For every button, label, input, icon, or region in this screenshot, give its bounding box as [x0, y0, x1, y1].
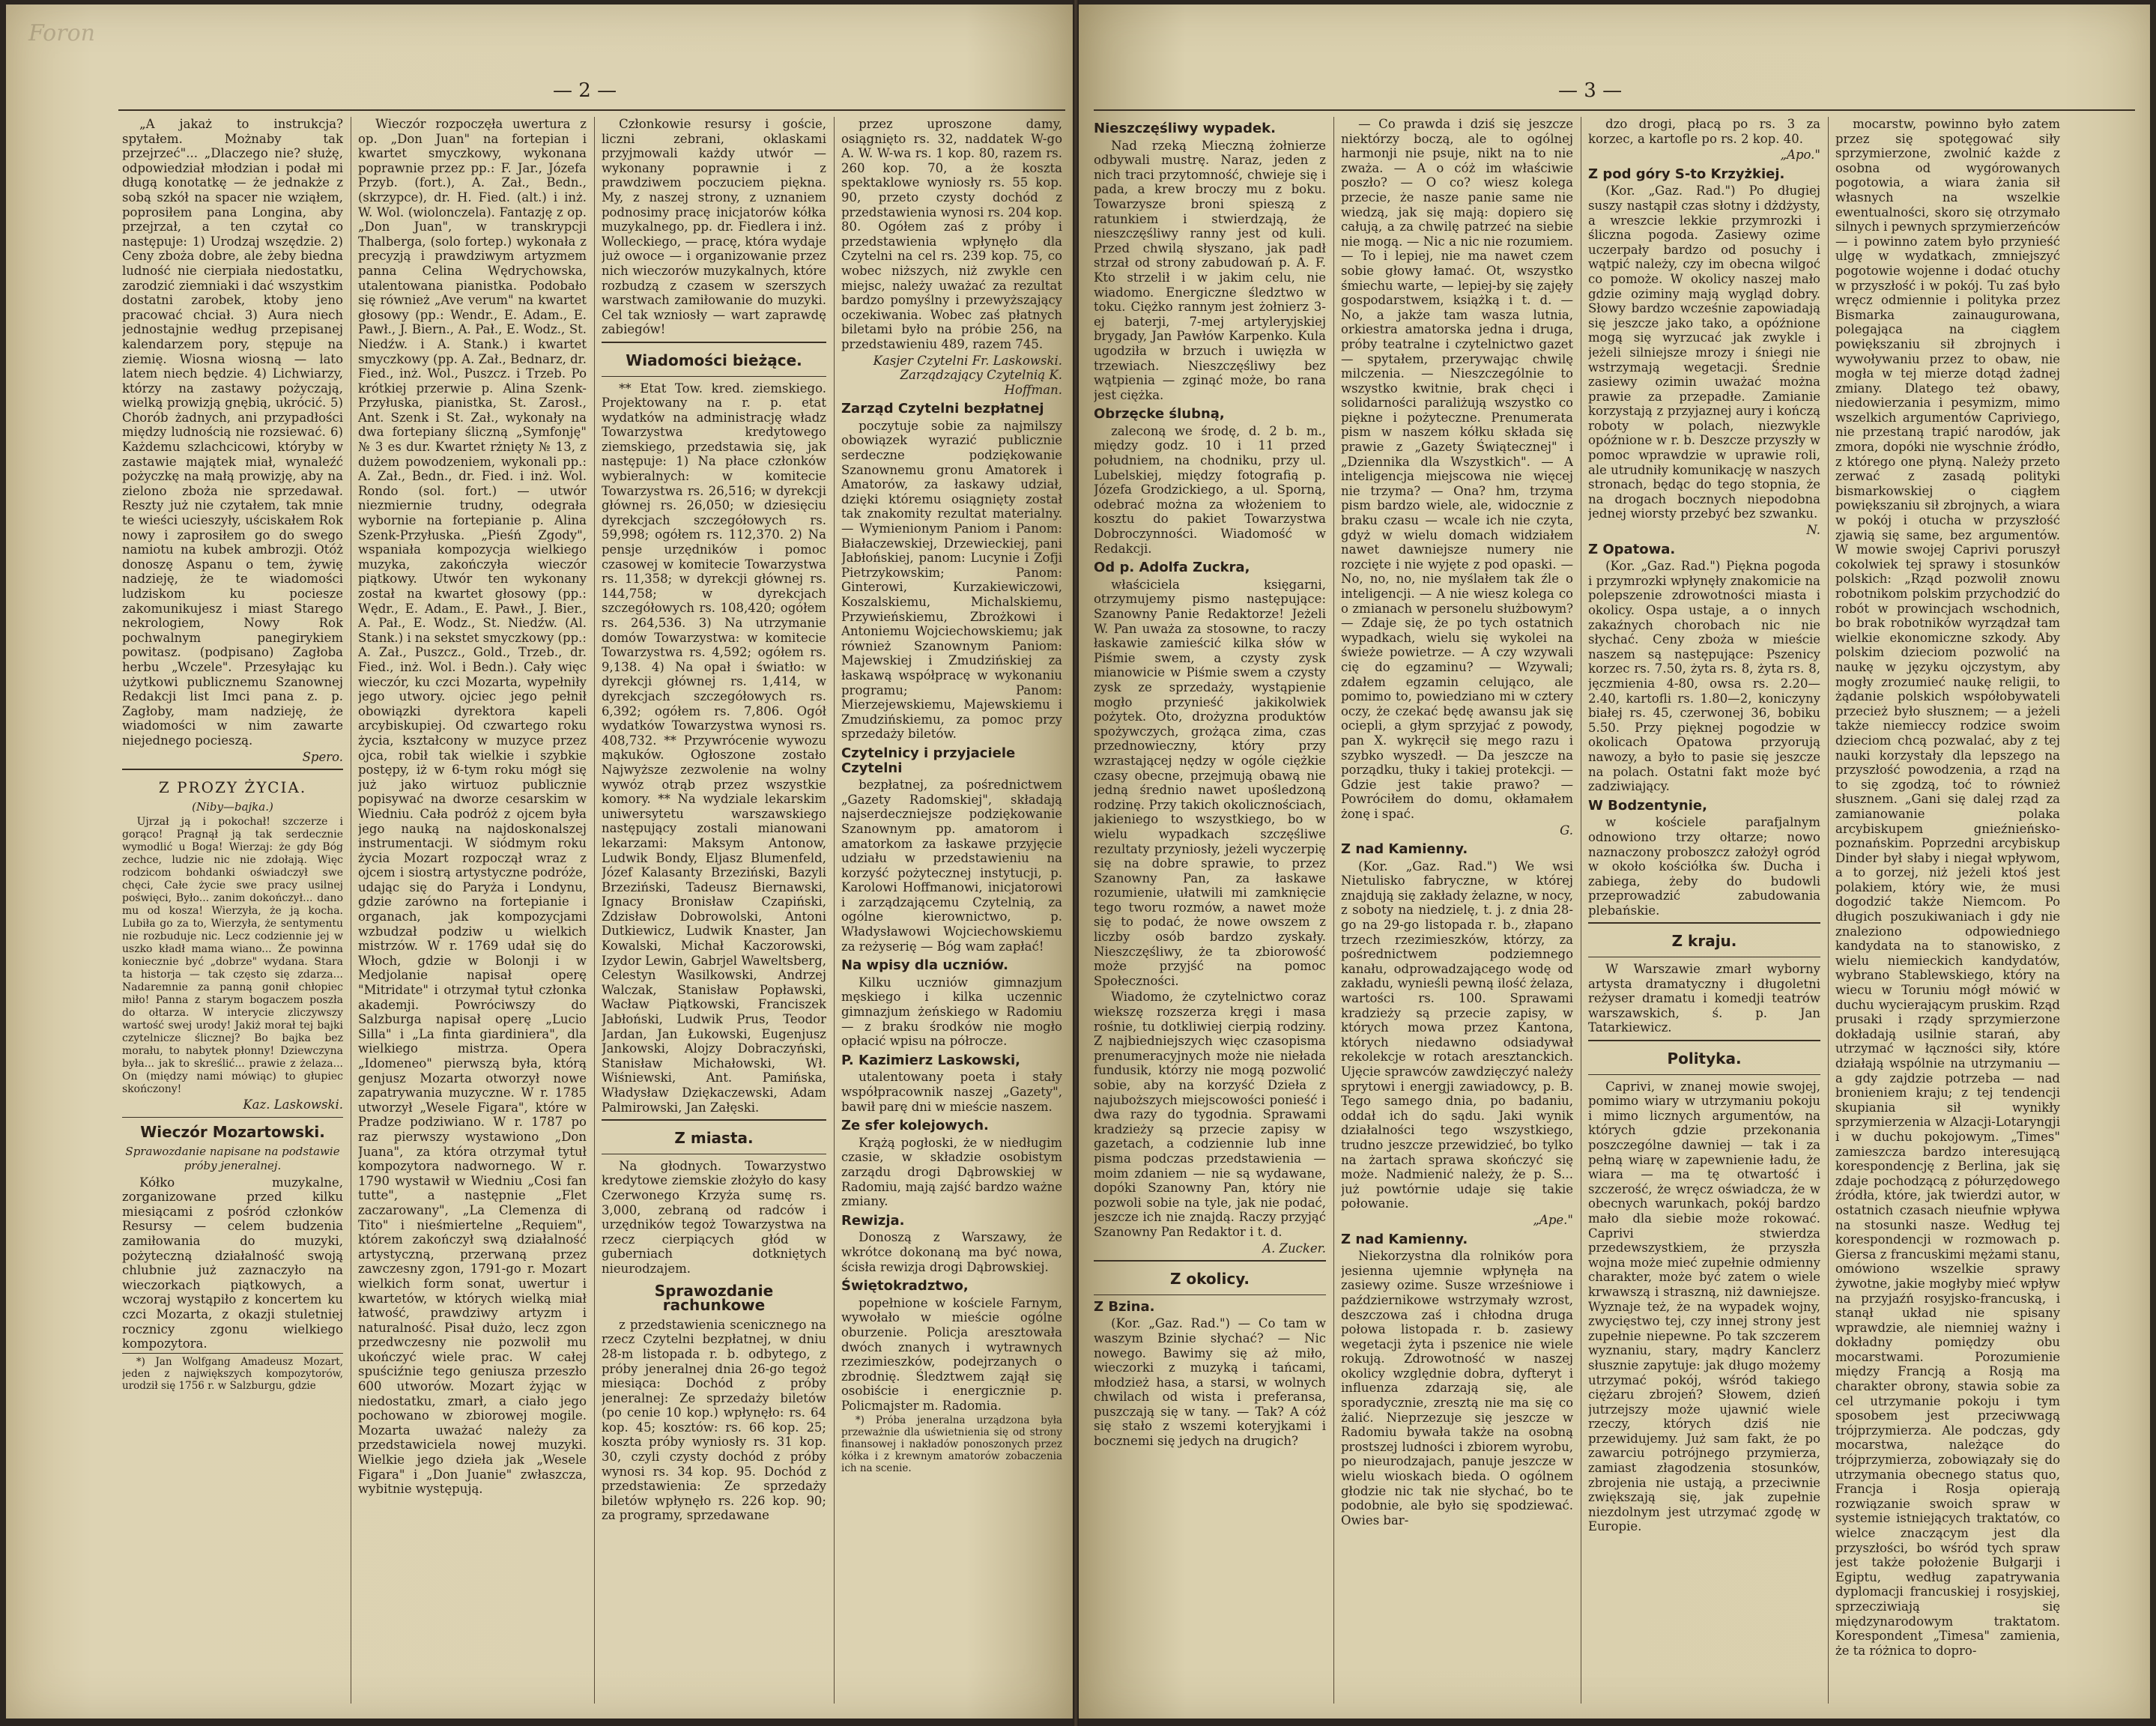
section-heading: Z kraju.: [1671, 932, 1737, 951]
section-heading: P. Kazimierz Laskowski,: [841, 1052, 1020, 1068]
poem-box: [122, 769, 343, 1118]
section-heading: Z nad Kamienny.: [1341, 1231, 1468, 1247]
section-heading: Wiadomości bieżące.: [626, 351, 802, 369]
left-page: [6, 4, 1073, 1719]
section-heading: Na wpisy dla uczniów.: [841, 957, 1008, 974]
article-text: (Kor. „Gaz. Rad.") Po długiej suszy nastąpił czas słotny i dżdżysty, a wreszcie lekkie przymrozki i śliczna pogoda. Zasiewy ozime uczerpały bardzo od posuchy i wątpić należy, czy im obecna wilgoć co pomoże. W okolicy naszej mało gdzie oziminy mają wygląd dobry. Słowy bardzo wcześnie zapowiadają się jeszcze jako tako, a opóźnione mogą się wyrzucać jak zwykle i jeżeli silniejsze mrozy i śniegi nie wstrzymają wegetacji. Średnie zasiewy ozimin uważać można prawie za przepadłe. Zamianie korzystają z przyjaznej aury i kończą roboty w polach, niezwykle opóźnione w r. b. Deszcze przyszły w pomoc wprawdzie w uprawie roli, ale utrudniły komunikację w naszych stronach, będąc do tego stopnia, że na drogach bocznych niepodobna jednej wiorsty przebyć bez szwanku.: [1588, 184, 1820, 521]
signature: N.: [1806, 523, 1820, 538]
article-text: poczytuje sobie za najmilszy obowiązek wyrazić publicznie serdeczne podziękowanie Szanownemu gronu Amatorek i Amatorów, za łaskawy udział, dzięki któremu osiągnięty został tak znakomity rezultat materialny. — Wymienionym Paniom i Panom: Białaczewskiej, Drzewieckiej, pani Jabłońskiej, panom: Lucynie i Zofji Pietrzykowskim; Panom: Ginterowi, Kurzakiewiczowi, Koszalskiemu, Michalskiemu, Przywieńskiemu, Zbrożkowi i Antoniemu Wojciechowskiemu; jak również Szanownym Paniom: Majewskiej i Zmudzińskiej za łaskawą współpracę w wykonaniu programu; Panom: Mierzejewskiemu, Majewskiemu i Zmudzińskiemu, za pomoc przy sprzedaży biletów.: [841, 418, 1062, 742]
article-text: Kółko muzykalne, zorganizowane przed kilku miesiącami z pośród członków Resursy — celem budzenia zamiłowania do muzyki, pożyteczną działalność swoją chlubnie już zaznaczyło na wieczorkach piątkowych, a wczoraj wystąpiło z koncertem ku czci Mozarta, z okazji stuletniej rocznicy zgonu wielkiego kompozytora.: [122, 1175, 343, 1351]
section-heading: Ze sfer kolejowych.: [841, 1118, 989, 1134]
column-2: [358, 117, 587, 1698]
column-divider: [594, 117, 595, 1704]
page-number: — 3 —: [1558, 79, 1623, 102]
column-divider: [1333, 117, 1334, 1704]
section-heading: Wieczór Mozartowski.: [140, 1122, 325, 1141]
article-text: Na głodnych. Towarzystwo kredytowe ziemskie złożyło do kasy Czerwonego Krzyża sumę rs. 3,000, zebraną od radców i urzędników tegoż Towarzystwa na rzecz cierpiących głód w guberniach dotkniętych nieurodzajem.: [602, 1158, 826, 1276]
section-box: [602, 1119, 826, 1154]
poem-title: Z PROZY ŻYCIA.: [158, 778, 307, 797]
article-text: w kościele parafjalnym odnowiono trzy ołtarze; nowo naznaczony proboszcz założył ogród w około kościółka św. Ducha i zabiega, żeby do budowli przeprowadzić zabudowania plebańskie.: [1588, 815, 1820, 918]
article-text: W Warszawie zmarł wyborny artysta dramatyczny i długoletni reżyser dramatu i komedji teatrów warszawskich, ś. p. Jan Tatarkiewicz.: [1588, 962, 1820, 1035]
section-heading: Zarząd Czytelni bezpłatnej: [841, 401, 1044, 417]
article-text: Nad rzeką Mieczną żołnierze odbywali mustrę. Naraz, jeden z nich traci przytomność, chwieje się i pada, a krew broczy mu z boku. Towarzysze broni spieszą z ratunkiem i stwierdzają, że nieszczęśliwy ranny jest od kuli. Przed chwilą słyszano, jak padł strzał od strony zabudowań p. A. F. Kto strzelił i w jakim celu, nie wiadomo. Energiczne śledztwo w toku. Ciężko rannym jest żołnierz 3-ej baterji, 7-mej artyleryjskiej brygady, Jan Pawłów Karpenko. Kula ugodziła w brzuch i uwięzła w trzewiach. Nieszczęśliwy bez wątpienia — zginąć może, bo rana jest ciężka.: [1094, 138, 1326, 402]
article-text: z przedstawienia scenicznego na rzecz Czytelni bezpłatnej, w dniu 28-m listopada r. b. odbytego, z próby jeneralnej dnia 26-go tegoż miesiąca: Dochód z próby jeneralnej: Ze sprzedaży biletów (po cenie 10 kop.) wpłynęło: rs. 64 kop. 45; kosztów: rs. 66 kop. 25; koszta próby wyniosły rs. 31 kop. 30, czyli czysty dochód z próby wynosi rs. 34 kop. 95. Dochód z przedstawienia: Ze sprzedaży biletów wpłynęło rs. 226 kop. 90; za programy, sprzedawane: [602, 1317, 826, 1523]
article-text: Członkowie resursy i goście, liczni zebrani, oklaskami przyjmowali każdy utwór — wykonany poprawnie i z prawdziwem poczuciem piękna. My, z naszej strony, z uznaniem podnosimy pracę inicjatorów kółka muzykalnego, pp. dr. Fiedlera i inż. Wolleckiego, — pracę, która wydaje już owoce — i organizowanie przez nich wieczorów muzykalnych, które rozbudzą z czasem w szerszych warstwach zamiłowanie do muzyki. Cel tak wzniosły — wart zaprawdę zabiegów!: [602, 117, 826, 337]
footnote: *) Próba jeneralna urządzona była przeważnie dla uświetnienia się od strony finansowej i nakładów ponoszonych przez kółka i z krewnym amatorów zobaczenia ich na scenie.: [841, 1414, 1062, 1475]
section-heading: Z Bzina.: [1094, 1298, 1155, 1315]
section-heading: Polityka.: [1667, 1050, 1742, 1068]
section-subtitle: Sprawozdanie napisane na podstawie próby jeneralnej.: [125, 1144, 340, 1173]
article-text: właściciela księgarni, otrzymujemy pismo następujące: Szanowny Panie Redaktorze! Jeżeli W. Pan uważa za stosowne, to raczy łaskawie zamieścić kilka słów w Piśmie swem, a czysty zysk mianowicie w Piśmie swem a czysty zysk ze sprzedaży, wystąpienie mogło przynieść jakikolwiek pożytek. Oto, drożyzna produktów spożywczych, grożąca zima, czas przednowieczny, który przy wzrastającej nędzy w ogóle ciężkie czasy obecne, przejmują obawą nie jedną średnio nawet upośledzoną rodzinę. Przy takich okolicznościach, jakieniego to wszystkiego, bo w wielu wypadkach szczęśliwe rezultaty przyniosły, jeżeli wyczerpię się na dobre sprawie, to przez Szanowny Pan, za łaskawe rozumienie, ułatwili mi zamknięcie tego tworu rozmów, a nawet może się to podać, że nowe owszem z liczby osób bardzo zyskały. Nieszczęśliwy, że ta zbiorowość może przyjść na pomoc Społeczności.: [1094, 577, 1326, 988]
signature: Spero.: [302, 749, 343, 764]
article-text: mocarstw, powinno było zatem przez się spotęgować siły sprzymierzone, zwolnić każde z osobna od wygórowanych pogotowia, a wiara żania sił własnych na wszelkie ewentualności, skoro się otrzymało silnych i pewnych sprzymierzeńców — i powinno zatem było przynieść ulgę w wydatkach, zmniejszyć pogotowie wojenne i dodać otuchy w przyszłość i w pokój. Tu zaś było wręcz odmiennie i polityka przez Bismarka zainaugurowana, polegająca na ciągłem powiększaniu sił zbrojnych i wywoływaniu przez to obaw, nie mogła w tej mierze dotąd żadnej zmiany. Dlatego też obawy, niedowierzania i pesymizm, mimo wszelkich argumentów Capriviego, nie przestaną trapić narodów, jak zmora, dopóki nie wyschnie źródło, z którego one płyną. Należy przeto zerwać z zasadą polityki bismarkowskiej o ciągłem powiększaniu sił zbrojnych, a wiara w pokój i otucha w przyszłość zjawią się same, bez argumentów. W mowie swojej Caprivi poruszył cokolwiek tej sprawy i stosunków polskich: „Rząd pozwolił znowu robotnikom polskim przychodzić do robót w prowincjach wschodnich, bo brak robotników wyrządzał tam wielkie ekonomiczne szkody. Aby polskim dzieciom pozwolić na naukę w języku ojczystym, aby mogły zrozumieć naukę religii, to żądanie polskich współobywateli przecież było słusznem; — a jeżeli także niemieccy rodzice swoim dzieciom chcą pozwalać, aby z tej nauki korzystały dla lepszego na przyszłość powodzenia, a rząd na to się zgodzą, toć to również słusznem. „Gani się dalej rząd za zamianowanie polaka arcybiskupem gnieźnieńsko-poznańskim. Poprzedni arcybiskup Dinder był słaby i niegał wpływom, a to gorzej, niż jeżeli ktoś jest polakiem, który wie, że musi dogodzić także Niemcom. Po długich poszukiwaniach i gdy nie znaleziono odpowiedniego kandydata na to stanowisko, z wielu niemieckich kandydatów, wybrano Stablewskiego, który na wiecu w Toruniu mógł mówić w duchu wycierającym pruskim. Rząd prusaki i rządy sprzymierzone dokładają usilnie starań, aby utrzymać w łączności siły, które działają wspólnie na utrzymaniu — a gdy zajdzie potrzeba — nad bronieniem kraju; z tej tendencji skupiania sił wynikły sprzymierzenia w Alzacji-Lotaryngji i w duchu pokojowym. „Times" zamieszcza bardzo interesującą korespondencję z Berlina, jak się zdaje pochodzącą z półurzędowego źródła, które, jak twierdzi autor, w ostatnich czasach nieufnie wpływa na stosunki nasze. Według tej korespondencji w rozmowach p. Giersa z francuskimi mężami stanu, omówiono wszelkie sprawy żywotne, jakie mogłyby mieć wpływ na przyjaźń rosyjsko-francuską, i stanął układ nie spisany wprawdzie, ale niemniej ważny i dokładny pomiędzy obu mocarstwami. Porozumienie między Francją a Rosją ma charakter obrony, stawia sobie za cel utrzymanie pokoju i tym sposobem jest przeciwwagą trójprzymierza. Ale podczas, gdy mocarstwa, należące do trójprzymierza, zobowiązały się do utrzymania obecnego status quo, Francja i Rosja opierają rozwiązanie swoich spraw w systemie istniejących traktatów, co wielce znaczącym jest dla przyszłości, bo wśród tych spraw jest także położenie Bułgarji i Egiptu, według zapatrywania dyplomacji francuskiej i rosyjskiej, sprzecziwiają się międzynarodowym traktatom. Korespondent „Timesa" zamienia, że ta różnica to dopro-: [1835, 117, 2060, 1658]
section-heading: Świętokradztwo,: [841, 1278, 969, 1294]
article-text: Krążą pogłoski, że w niedługim czasie, w składzie osobistym zarządu drogi Dąbrowskiej w Radomiu, mają zajść bardzo ważne zmiany.: [841, 1135, 1062, 1209]
article-text: popełnione w kościele Farnym, wywołało w mieście ogólne oburzenie. Policja aresztowała dwóch znanych i wytrawnych rzezimieszków, podejrzanych o zbrodnię. Śledztwem zajął się osobiście i energicznie p. Policmajster m. Radomia.: [841, 1295, 1062, 1413]
article-text: Niekorzystna dla rolników pora jesienna ujemnie wpłynęła na zasiewy ozime. Susze wrześniowe i październikowe wstrzymały wzrost, deszczowa zaś i chłodna druga połowa listopada r. b. zasiewy wegetacji żyta i pszenice nie wiele rokują. Zdrowotność w naszej okolicy względnie dobra, dyfteryt i influenza zdarzają się, ale sporadycznie, zresztą nie ma się co żalić. Nieprzezuje się jeszcze w Radomiu bywała także na osobną prostszej ludności i zbiorem wyrobu, po nieurodzajach, panuje jeszcze w wielu wioskach bieda. O ogólnem głodzie nic tak nie słychać, bo te podobnie, ale było się spodziewać. Owies bar-: [1341, 1249, 1573, 1527]
right-page: [1079, 4, 2150, 1719]
section-heading: Z Opatowa.: [1588, 541, 1676, 557]
article-text: ** Etat Tow. kred. ziemskiego. Projektowany na r. p. etat wydatków na administrację władz Towarzystwa kredytowego ziemskiego, przedstawia się, jak następuje: 1) Na płace członków wybieralnych: w komitecie Towarzystwa rs. 26,516; w dyrekcji głównej rs. 26,050; w dziesięciu dyrekcjach szczegółowych rs. 59,998; ogółem rs. 112,370. 2) Na pensje urzędników i pomoc czasowej w komitecie Towarzystwa rs. 11,358; w dyrekcji głównej rs. 144,758; w dyrekcjach szczegółowych rs. 108,420; ogółem rs. 264,536. 3) Na utrzymanie domów Towarzystwa: w komitecie Towarzystwa rs. 4,592; ogółem rs. 9,138. 4) Na opał i światło: w dyrekcji głównej rs. 1,414, w dyrekcjach szczegółowych rs. 6,392; ogółem rs. 7,806. Ogół wydatków Towarzystwa wynosi rs. 408,732. ** Przywrócenie wywozu mąkuków. Ogłoszone zostało Najwyższe zezwolenie na wolny wywóz otrąb przez wszystkie komory. ** Na wydziale lekarskim uniwersytetu warszawskiego następujący zostali mianowani lekarzami: Maksym Antonow, Ludwik Bondy, Eljasz Blumenfeld, Józef Kalasanty Brzeziński, Bazyli Brzeziński, Tadeusz Biernawski, Ignacy Bronisław Czapiński, Zdzisław Dobrowolski, Antoni Dutkiewicz, Ludwik Knaster, Jan Kowalski, Michał Kaczorowski, Izydor Lewin, Gabrjel Waweltsberg, Celestyn Wasilkowski, Andrzej Walczak, Stanisław Popławski, Wacław Piątkowski, Franciszek Jabłoński, Ludwik Prus, Teodor Jardan, Jan Łukowski, Eugenjusz Jankowski, Alojzy Dobraczyński, Stanisław Michałowski, Wł. Wiśniewski, Ant. Pamińska, Władysław Dziękaczewski, Adam Palmirowski, Jan Załęski.: [602, 381, 826, 1115]
section-box: [602, 342, 826, 377]
article-text: „A jakaż to instrukcja? spytałem. Możnaby tak przejrzeć"... „Dlaczego nie? służę, odpowiedział młodzian i podał mi długą konotatkę — że jednakże z sobą szkół na spacer nie wziąłem, poprosiłem pana Longina, aby przejrzał, a ten czytał co następuje: 1) Urodzaj wszędzie. 2) Ceny zboża dobre, ale żeby biedna ludność nie cierpiała niedostatku, zarodzić ziemniaki i dać wszystkim dostatni zarobek, ktoby jeno pracować chciał. 3) Aura niech jednostajnie według przepisanej kalendarzem pory, stępuje na ziemię. Wiosna wiosną — lato latem niech będzie. 4) Lichwiarzy, którzy na zastawy pożyczają, wielką prowizją gnębią, ukrócić. 5) Chorób żadnych, ani przypadłości między ludnością nie rozsiewać. 6) Każdemu szlachcicowi, któryby w zastawie majątek miał, wynaleźć pożyczkę na małą prowizję, aby na zielono zboża nie sprzedawał. Reszty już nie czytałem, tak mnie te wieści ucieszyły, uściskałem Rok nowy i zaprosiłem go do swego namiotu na kubek ambrozji. Otóż donoszę Aspanu o tem, żywię nadzieję, że te wiadomości ludziskom ku pociesze zakomunikujesz i miast Starego nekrologiem, Nowy Rok pochwalnym panegirykiem powitasz. (podpisano) Zagłoba herbu „Wczele". Przesyłając ku użytkowi publicznemu Szanownej Redakcji list Imci pana z. p. Zagłoby, mam nadzieję, że wiadomości w nim zawarte niejednego pocieszą.: [122, 117, 343, 748]
column-2: [1341, 117, 1573, 1698]
signature: Kasjer Czytelni Fr. Laskowski. Zarządzający Czytelnią K. Hoffman.: [873, 353, 1062, 397]
section-heading: Od p. Adolfa Zuckra,: [1094, 560, 1250, 576]
article-text: przez uproszone damy, osiągnięto rs. 32, naddatek W-go A. W. W-wa rs. 1 kop. 80, razem rs. 260 kop. 70, a że koszta spektaklowe wyniosły rs. 55 kop. 90, przeto czysty dochód z przedstawienia wynosi rs. 204 kop. 80. Ogółem zaś z próby i przedstawienia wpłynęło dla Czytelni na cel rs. 239 kop. 75, co wobec niższych, niż zwykle cen miejsc, należy uważać za rezultat bardzo pomyślny i przewyższający oczekiwania. Wobec zaś płatnych biletami było na próbie 256, na przedstawieniu 489, razem 745.: [841, 117, 1062, 351]
article-text: Wiadomo, że czytelnictwo coraz wiekszę rozszerza kręgi i masa rośnie, tu dotkliwiej cierpią rodziny. Z najbiedniejszych więc czasopisma prenumeracyjnych może nie niełada fundusik, którzy nie mogą pozwolić sobie, aby na korzyść Dzieła z najuboższych miejscowości ponieść i dwa razy do tygodnia. Sprawami kradzieży są przecie zapisy w gazetach, a codziennie lub inne pisma podczas przedstawienia — moim zdaniem — nie są wydawane, dopóki Szanowny Pan, który nie pozwoli sobie na tyle, jak nie podać, jeszcze ich nie znajdą. Raczy przyjąć Szanowny Pan Redaktor i t. d.: [1094, 990, 1326, 1239]
article-text: (Kor. „Gaz. Rad.") — Co tam w waszym Bzinie słychać? — Nic nowego. Bawimy się aż miło, wieczorki z muzyką i tańcami, młodzież hasa, a starsi, w wolnych chwilach od wista i preferansa, puszczają się w tany. — Tak? A cóż się stało z wszemi koteryjkami i bocznemi się jedych na drugich?: [1094, 1316, 1326, 1449]
footnote: *) Jan Wolfgang Amadeusz Mozart, jeden z największych kompozytorów, urodził się 1756 r. w Salzburgu, gdzie: [122, 1353, 343, 1392]
section-box: [1588, 1040, 1820, 1075]
article-text: Kilku uczniów gimnazjum męskiego i kilka uczennic gimnazjum żeńskiego w Radomiu — z braku środków nie mogło opłacić wpisu na półrocze.: [841, 975, 1062, 1049]
article-text: zaleconą we środę, d. 2 b. m., między godz. 10 i 11 przed południem, na chodniku, przy ul. Lubelskiej, między fotografią p. Józefa Grodzickiego, a ul. Sporną, odebrać można za włożeniem to kosztu do pakiet Towarzystwa Dobroczynności. Wiadomość w Redakcji.: [1094, 423, 1326, 556]
section-heading: Z miasta.: [674, 1129, 754, 1148]
section-heading: Z nad Kamienny.: [1341, 841, 1468, 858]
column-1: [122, 117, 343, 1698]
column-divider: [834, 117, 835, 1704]
signature: „Apo.": [1780, 148, 1820, 163]
article-text: Caprivi, w znanej mowie swojej, pomimo wiary w utrzymaniu pokoju i mimo licznych argumentów, na których gdzie przekonania poszczególne dawniej — tak i za pełną wiarę w zapewnienie ładu, że wiara — ma tę otwartość i szczerość, że wręcz oświadcza, że w obecnych warunkach, pokój bardzo mało dla siebie może rokować. Caprivi stwierdza przedewszystkiem, że przyszła wojna może mieć zupełnie odmienny charakter, może być zatem o wiele krwawszą i straszną, niż dawniejsze. Wyznaje też, że na wypadek wojny, zwycięstwo tej, czy innej strony jest zupełnie niepewne. Po tak szczerem wyznaniu, stary, mądry Kanclerz słusznie zapytuje: jak długo możemy utrzymać pokój, wśród takiego ciężaru zbrojeń? Słowem, dzień jutrzejszy może ujawnić wiele rzeczy, których dziś nie przewidujemy. Już sam fakt, że po zawarciu potrójnego przymierza, zamiast złagodzenia stosunków, zbrojenia nie ustają, a przeciwnie zwiększają się, jak zupełnie niezdolnym jest utrzymać zgodę w Europie.: [1588, 1079, 1820, 1534]
article-text: Wieczór rozpoczęła uwertura z op. „Don Juan" na fortepian i kwartet smyczkowy, wykonana poprawnie przez pp.: F. Jar., Józefa Przyb. (fort.), A. Zał., Bedn., (skrzypce), dr. H. Fied. (alt.) i inż. W. Wol. (wiolonczela). Fantazję z op. „Don Juan", w transkrypcji Thalberga, (solo fortep.) wykonała z precyzją i prawdziwym artyzmem panna Celina Wędrychowska, utalentowana pianistka. Podobało się również „Ave verum" na kwartet głosowy (pp.: Wendr., E. Adam., E. Pawł., J. Biern., A. Pał., E. Wodz., St. Niedźw. i A. Stank.) i kwartet smyczkowy (pp. A. Zał., Bednarz, dr. Fied., inż. Wol., Puszcz. i Trzeb. Po krótkiej przerwie p. Alina Szenk-Przyłuska, pianistka, St. Zarosł., Ant. Szenk i St. Zał., wykonały na dwa fortepiany śliczną „Symfonję" № 3 es dur. Kwartet rżnięty № 13, z dużem powodzeniem, wykonali pp.: A. Zał., Bedn., dr. Fied. i inż. Wol. Rondo (sol. fort.) — utwór niezmiernie trudny, odegrała wybornie na fortepianie p. Alina Szenk-Przyłuska. „Pieśń Zgody", wspaniała kompozycja wielkiego muzyka, zakończyła wieczór piątkowy. Utwór ten wykonany został na kwartet głosowy (pp.: Wędr., E. Adam., E. Pawł., J. Bier., A. Pał., E. Wodz., St. Niedźw. (Al. Stank.) i na sekstet smyczkowy (pp.: A. Zał., Puszcz., Gold., Trzeb., dr. Fied., inż. Wol. i Bedn.). Cały więc wieczór, ku czci Mozarta, wypełniły jego utwory. ojciec jego pełnił obowiązki dyrektora kapeli arcybiskupiej. Od czwartego roku życia, kształcony w muzyce przez ojca, robił tak wielkie i szybkie postępy, iż w 6-tym roku mógł się już jako wirtuoz publicznie popisywać na dworze cesarskim w Wiedniu. Cała podróż z ojcem była jego nauką na najdoskonalszej instrumentacji. W siódmym roku życia Mozart rozpoczął wraz z ojcem i siostrą artystyczne podróże, udając się do Paryża i Londynu, gdzie zarówno na fortepianie i organach, jak kompozycjami wzbudzał podziw u wielkich mistrzów. W r. 1769 udał się do Włoch, gdzie w Bolonji i w Medjolanie napisał operę "Mitridate" i otrzymał tytuł członka akademji. Powróciwszy do Salzburga napisał operę „Lucio Silla" i „La finta giardiniera", dla wielkiego mistrza. Opera „Idomeneo" pierwszą była, którą genjusz Mozarta otworzył nowe zapatrywania muzyczne. W r. 1785 utworzył „Wesele Figara", które w Pradze podziwiano. W r. 1787 po raz pierwszy wystawiono „Don Juana", za która otrzymał tytuł kompozytora nadwornego. W r. 1790 wystawił w Wiedniu „Cosi fan tutte", a następnie „Flet zaczarowany", „La Clemenza di Tito" i nieśmiertelne „Requiem", którem zakończył swą działalność artystyczną, przerwaną przez zawczesny zgon, 1791-go r. Mozart wielkich form sonat, uwertur i kwartetów, w których wielką miał łatwość, prawdziwy artyzm i naturalność. Pisał dużo, lecz zgon przedwczesny nie pozwolił mu ukończyć wiele prac. W całej spuściźnie tego geniusza przeszło 600 utworów. Mozart żyjąc w niedostatku, zmarł, a ciało jego pochowano w zbiorowej mogile. Mozarta uważać należy za przedstawiciela nowej muzyki. Wielkie jego dzieła jak „Wesele Figara" i „Don Juanie" zwłaszcza, wybitnie występują.: [358, 117, 587, 1497]
article-text: (Kor. „Gaz. Rad.") We wsi Nietulisko fabryczne, w której znajdują się zakłady żelazne, w nocy, z soboty na niedzielę, t. j. z dnia 28-go na 29-go listopada r. b., złapano trzech rzezimieszków, którzy, za pośrednictwem podziemnego kanału, odprowadzającego wodę od zakładu, wynieśli pewną ilość żelaza, wartości rs. 100. Sprawami kradzieży są przecie zapisy, w których mowa przez Kantona, których niedawno odsiadywał rekolekcje w rotach aresztanckich. Ujęcie sprawców zawdzięczyć należy sprytowi i energji zawiadowcy, p. B. Tego samego dnia, po badaniu, oddał ich do sądu. Jaki wynik działalności tego wszystkiego, trudno jeszcze przewidzieć, bo tylko na żartach sprawa skończyć się może. Nadmienić należy, że p. S... już powtórnie udaje się takie połowanie.: [1341, 859, 1573, 1211]
page-number: — 2 —: [553, 79, 617, 102]
article-text: utalentowany poeta i stały współpracownik naszej „Gazety", bawił parę dni w mieście naszem.: [841, 1070, 1062, 1114]
binding-crease: [1073, 0, 1079, 1726]
archive-stamp: [21, 15, 171, 52]
section-heading: Nieszczęśliwy wypadek.: [1094, 121, 1276, 136]
column-divider: [1828, 117, 1829, 1704]
signature: G.: [1560, 823, 1573, 838]
section-heading: Z pod góry S-to Krzyżkiej.: [1588, 166, 1785, 182]
section-heading: Z okolicy.: [1169, 1270, 1250, 1289]
signature: „Ape.": [1533, 1212, 1573, 1227]
column-4: [841, 117, 1062, 1698]
section-heading: Rewizja.: [841, 1212, 905, 1229]
article-text: dzo drogi, płacą po rs. 3 za korzec, a kartofle po rs. 2 kop. 40.: [1588, 117, 1820, 146]
svg-text:Foron: Foron: [28, 20, 95, 46]
poem-text: Ujrzał ją i pokochał! szczerze i gorąco! Pragnął ją tak serdecznie wymodlić u Boga! Wierzaj: że gdy Bóg zechce, ludzie nic nie zdołają. Więc rodzicom bohdanki oświadczył swe chęci, Całe życie swe pracy usilnej poświęci, Było... zanim dokończył... dano mu od kosza! Wierzyła, że ją kocha. Lubiła go za to, Wierzyła, że sentymentu nie rozbuduje nic. Lecz codziennie jej w uszko kładł mama wiano... Że powinna koniecznie być „dobrze" wydana. Stara ta historja — tak często się zdarza... Nadaremnie za panną gonił chłopiec miło! Panna z starym bogaczem poszła do ołtarza. W interycie zliczywszy wartość swej urody! Jakiż morał tej bajki czytelnicze ślicznej? Bo bajka bez morału, to nabytek płonny! Dziewczyna była... jak to skreślić... prawie z żelaza... On (między nami mówiąc) to głupiec skończony!: [122, 816, 343, 1096]
column-3: [1588, 117, 1820, 1698]
section-box: [1094, 1260, 1326, 1295]
poem-signature: Kaz. Laskowski.: [243, 1097, 343, 1112]
signature: A. Zucker.: [1262, 1241, 1326, 1256]
section-heading: Sprawozdanie rachunkowe: [654, 1281, 774, 1315]
article-text: bezpłatnej, za pośrednictwem „Gazety Radomskiej", składają najserdeczniejsze podziękowanie Szanownym pp. amatorom i amatorkom za łaskawe przyjęcie udziału w przedstawieniu na korzyść pożytecznej instytucji, p. Karolowi Hoffmanowi, inicjatorowi i zarządzającemu Czytelnią, za ogólne kierownictwo, p. Władysławowi Wojciechowskiemu za reżyserię — Bóg wam zapłać!: [841, 778, 1062, 954]
article-text: — Co prawda i dziś się jeszcze niektórzy boczą, ale to ogólnej harmonji nie psuje, nikt na to nie zważa. — A o cóż im właściwie poszło? — O co? wiesz kolega przecie, że nasze panie same nie wiedzą, jak się mają: dopiero się całują, a za chwilę patrzeć na siebie nie mogą. — Nic a nic nie rozumiem. — To i lepiej, nie ma nawet czem sobie głowy łamać. Ot, wszystko śmiechu warte, — lepiej-by się zajęły gospodarstwem, książką i t. d. — No, a jakże tam wasza lutnia, orkiestra amatorska jedna i druga, próby teatralne i czytelnictwo gazet — spytałem, przerywając chwilę milczenia. — Nieszczególnie to wszystko kwitnie, brak chęci i solidarności paraliżują wszystko co piękne i pożyteczne. Prenumerata pism w naszem kółku składa się prawie z „Gazety Świątecznej" i „Dziennika dla Wszystkich". — A inteligencja miejscowa nie więcej nie trzyma? — Ona? hm, trzyma pism bardzo wiele, ale, widocznie z braku czasu — wcale ich nie czyta, gdyż w wielu domach widziałem nawet dawniejsze numery nie rozcięte i nie wyjęte z pod opaski. — No, no, no, nie myślałem tak źle o inteligencji. — A nie wiesz kolega co o zmianach w personelu służbowym? — Zdaje się, że po tych ostatnich wypadkach, wielu się wykolei na świeże powietrze. — A czy wzywali cię do egzaminu? — Wzywali; zdałem egzamin celująco, ale pomimo to, powiedziano mi w cztery oczy, że czekać będę awansu jak się ociepli, a głym sprzyjać z powody, pan X. wykręcił się mego razu i szybko wyszedł. — Da jeszcze na porządku, tłuky i takiej protekcji. — Gdzie jest takie prawo? — Powróciłem do domu, okłamałem żonę i spać.: [1341, 117, 1573, 821]
article-text: Donoszą z Warszawy, że wkrótce dokonaną ma być nowa, ścisła rewizja drogi Dąbrowskiej.: [841, 1230, 1062, 1274]
header-rule: [1094, 109, 2135, 111]
column-1: [1094, 117, 1326, 1698]
column-3: [602, 117, 826, 1698]
section-heading: W Bodzentynie,: [1588, 797, 1707, 814]
article-text: (Kor. „Gaz. Rad.") Piękna pogoda i przymrozki wpłynęły znakomicie na polepszenie zdrowotności miasta i okolicy. Ospa ustaje, a o innych zakaźnych chorobach nic nie słychać. Ceny zboża w mieście naszem są następujące: Pszenicy korzec rs. 7.50, żyta rs. 8, żyta rs. 8, jęczmienia 4-80, owsa rs. 2.20—2.40, kartofli rs. 1.80—2, koniczyny białej rs. 45, czerwonej 36, bobiku 5.50. Przy pięknej pogodzie w okolicach Opatowa przyorują nawozy, a było to pasie się jeszcze na polach. Ostatni fakt może być zadziwiający.: [1588, 559, 1820, 794]
section-heading: Czytelnicy i przyjaciele Czytelni: [841, 745, 1016, 776]
poem-subtitle: (Niby—bajka.): [192, 799, 273, 814]
column-4: [1835, 117, 2060, 1698]
header-rule: [118, 109, 1065, 111]
section-box: [1588, 922, 1820, 957]
section-heading: Obrzęcke ślubną,: [1094, 406, 1225, 423]
